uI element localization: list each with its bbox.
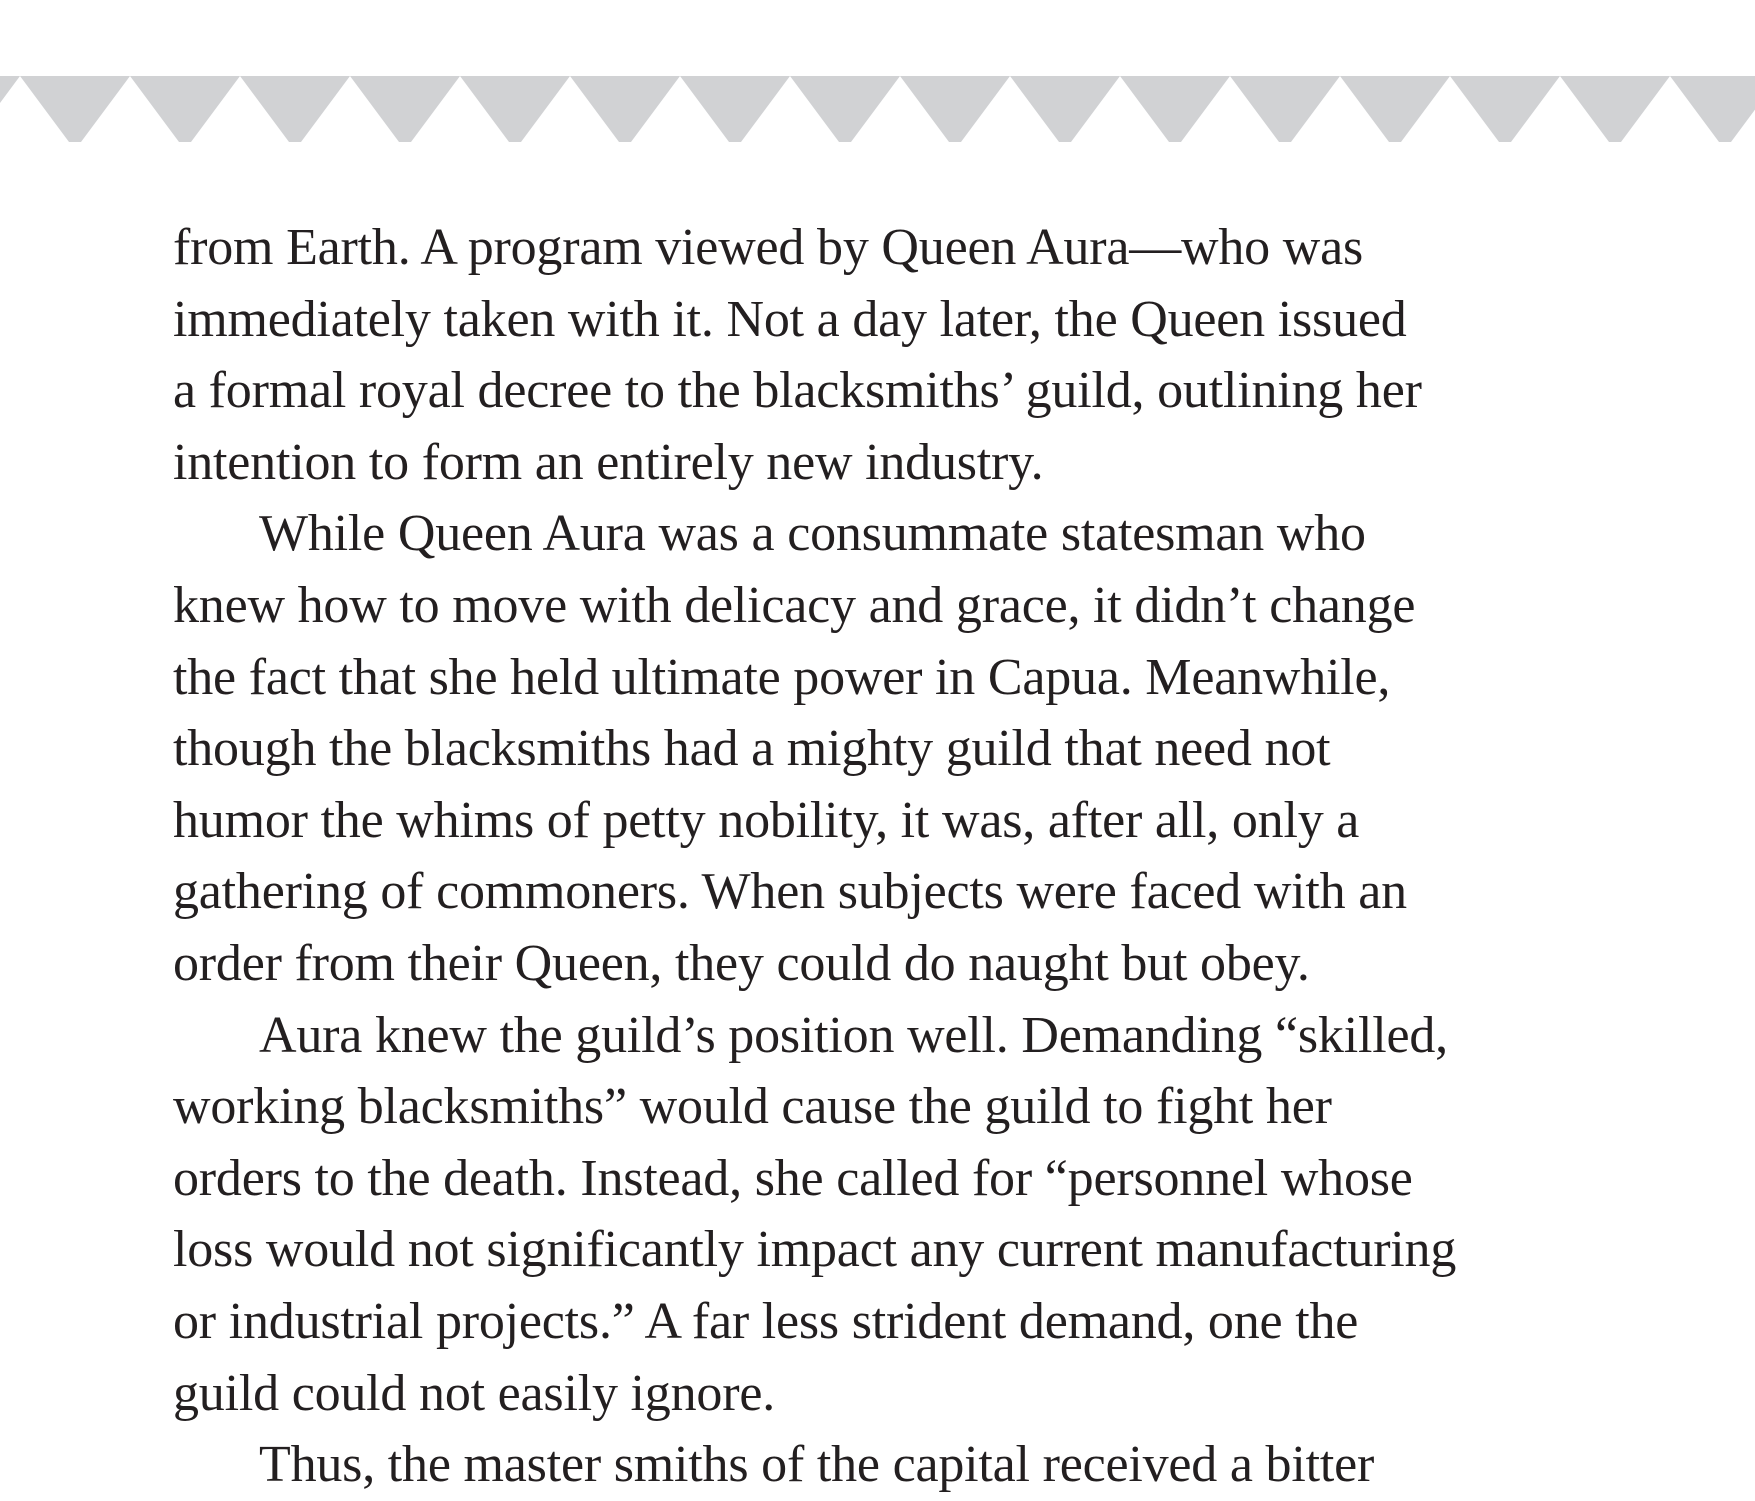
triangle-pattern bbox=[0, 76, 1755, 142]
text-line: knew how to move with delicacy and grace, it didn’t change bbox=[173, 576, 1416, 634]
text-line: gathering of commoners. When subjects were faced with an bbox=[173, 863, 1407, 921]
paragraph-start-line: Aura knew the guild’s position well. Demanding “skilled, bbox=[259, 1006, 1448, 1064]
text-line: intention to form an entirely new industry. bbox=[173, 433, 1044, 491]
body-text bbox=[173, 212, 1593, 1501]
text-line: though the blacksmiths had a mighty guild that need not bbox=[173, 720, 1331, 778]
text-line: orders to the death. Instead, she called for “personnel whose bbox=[173, 1149, 1413, 1207]
paragraph-start-line: While Queen Aura was a consummate statesman who bbox=[259, 505, 1366, 563]
decorative-triangle-banner bbox=[0, 76, 1755, 142]
text-line: order from their Queen, they could do naught but obey. bbox=[173, 934, 1310, 992]
text-line: or industrial projects.” A far less strident demand, one the bbox=[173, 1292, 1359, 1350]
text-line: the fact that she held ultimate power in Capua. Meanwhile, bbox=[173, 648, 1391, 706]
text-line: humor the whims of petty nobility, it was, after all, only a bbox=[173, 791, 1360, 849]
text-line: immediately taken with it. Not a day later, the Queen issued bbox=[173, 290, 1407, 348]
text-line: a formal royal decree to the blacksmiths’ guild, outlining her bbox=[173, 362, 1422, 420]
text-line: guild could not easily ignore. bbox=[173, 1364, 776, 1422]
paragraph-start-line: Thus, the master smiths of the capital received a bitter bbox=[259, 1436, 1375, 1494]
text-line: working blacksmiths” would cause the guild to fight her bbox=[173, 1078, 1332, 1136]
text-line: from Earth. A program viewed by Queen Aura—who was bbox=[173, 219, 1364, 276]
text-line: loss would not significantly impact any current manufacturing bbox=[173, 1221, 1457, 1279]
